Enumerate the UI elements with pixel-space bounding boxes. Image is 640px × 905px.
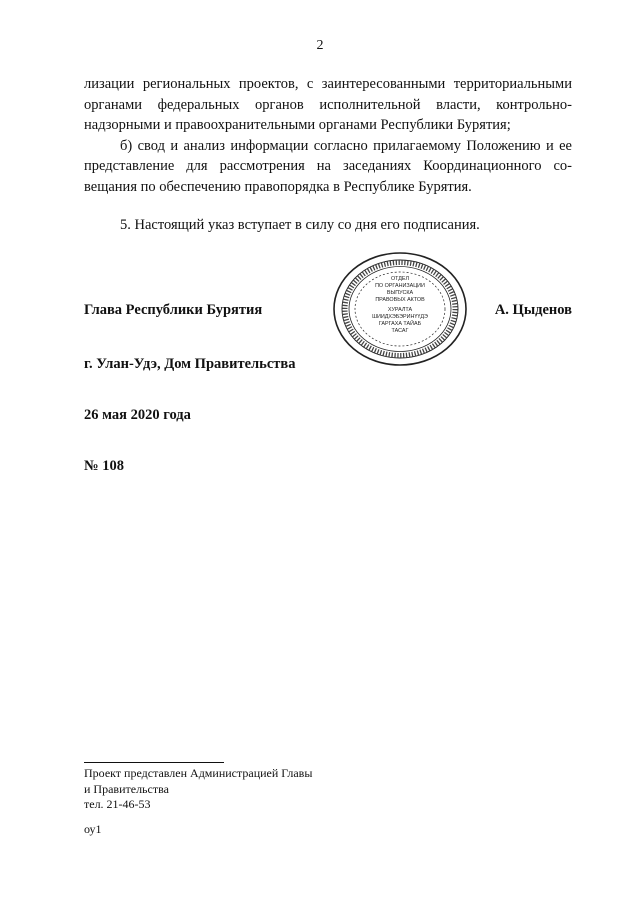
- page-number: 2: [316, 38, 324, 53]
- signatory-name: А. Цыденов: [494, 302, 572, 318]
- paragraph-b: б) свод и анализ информации согласно прилагаемому Положению и ее представление для рассмотрения на заседаниях Координационного со-вещания по обеспечению правопорядка в Республике Бурятия.: [84, 137, 572, 195]
- stamp-text-line: ГАРГАХА ТАЙАБ: [378, 321, 422, 327]
- signing-place: г. Улан-Удэ, Дом Правительства: [84, 356, 296, 372]
- stamp-text-line: ТАСАГ: [391, 328, 409, 334]
- signatory-position: Глава Республики Бурятия: [84, 302, 263, 318]
- paragraph-5: 5. Настоящий указ вступает в силу со дня его подписания.: [120, 217, 480, 233]
- footnote-divider: [84, 762, 224, 763]
- stamp-text-line: ХУРАЛТА: [387, 307, 413, 313]
- stamp-text-line: ШИИДХЭБЭРИНҮҮДЭ: [372, 314, 428, 320]
- paragraph-continuation: лизации региональных проектов, с заинтересованными территориальными органами федеральных органов исполнительной власти, контрольно-надзорными и правоохранительными органами Республики Бурятия;: [84, 76, 572, 133]
- stamp-text-line: ПРАВОВЫХ АКТОВ: [375, 297, 425, 303]
- document-body: [84, 74, 572, 236]
- stamp-text-line: ВЫПУСКА: [386, 290, 414, 296]
- stamp-text-line: ПО ОРГАНИЗАЦИИ: [375, 283, 425, 289]
- footnote-line: Проект представлен Администрацией Главы: [84, 766, 313, 780]
- footnote-phone: тел. 21-46-53: [84, 797, 151, 811]
- document-code: оу1: [84, 822, 102, 836]
- footnote-line: и Правительства: [84, 781, 169, 796]
- footnote: [84, 766, 312, 813]
- document-number: № 108: [84, 458, 124, 474]
- official-seal-stamp: [330, 250, 470, 368]
- stamp-text-line: ОТДЕЛ: [390, 276, 410, 282]
- signing-date: 26 мая 2020 года: [84, 407, 191, 423]
